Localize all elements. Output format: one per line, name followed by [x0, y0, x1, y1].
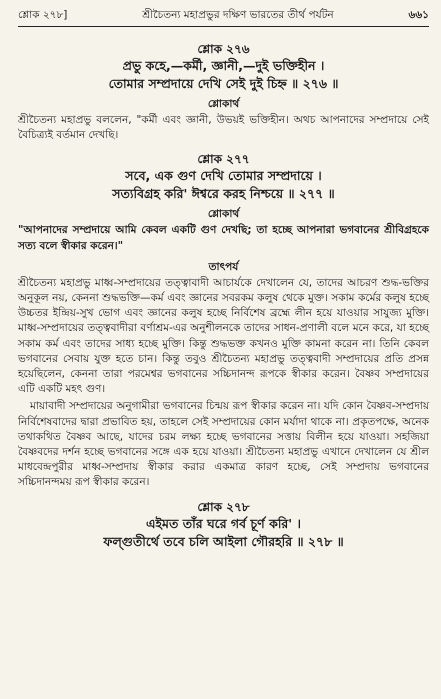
purport-heading: তাৎপর্য: [208, 260, 239, 273]
verse-277-translation-heading: শ্লোকার্থ: [207, 208, 240, 221]
verse-277-translation: "আপনাদের সম্প্রদায়ে আমি কেবল একটি গুণ দেখছি; তা হচ্ছে আপনারা ভগবানের শ্রীবিগ্রহকে সত্য বলে স্বীকার করেন।": [18, 224, 429, 252]
verse-277-line-1: সবে, এক গুণ দেখি তোমার সম্প্রদায়ে ।: [125, 168, 322, 184]
verse-276-line-1: প্রভু কহে,—কর্মী, জ্ঞানী,—দুই ভক্তিহীন ।: [122, 58, 325, 73]
purport-paragraph-1: শ্রীচৈতন্য মহাপ্রভু মাধ্ব-সম্প্রদায়ের তত্ত্বাবাদী আচার্যকে দেখালেন যে, তাদের আচরণ শুদ্ধ-ভক্তির অনুকূল নয়, কেননা শুদ্ধভক্তি—কর্ম এবং জ্ঞানের সবরকম কলুষ থেকে মুক্ত। সকাম কর্মের কলুষ হচ্ছে উচ্চতর ইন্দ্রিয়-সুখ ভোগ এবং জ্ঞানের কলুষ হচ্ছে নির্বিশেষ ব্রহ্মে লীন হয়ে যাওয়ার সাযুজ্য মুক্তি। মাধ্ব-সম্প্রদায়ের তত্ত্ববাদীরা বর্ণাশ্রম-এর অনুশীলনকে তাদের সাধন-প্রণালী বলে মনে করে, যা হচ্ছে সকাম কর্ম এবং তাদের সাধ্য হচ্ছে মুক্তি। কিন্তু শুদ্ধভক্ত কখনও মুক্তি কামনা করেন না। তিনি কেবল ভগবানের সেবায় যুক্ত হতে চান। কিন্তু তবুও শ্রীচৈতন্য মহাপ্রভু তত্ত্ববাদী সম্প্রদায়ের প্রতি প্রসন্ন হয়েছিলেন, কেননা তারা পরমেশ্বর ভগবানের সচ্চিদানন্দ রূপকে স্বীকার করেন। বৈষ্ণব সম্প্রদায়ের এটি একটি মহৎ গুণ।: [18, 276, 429, 396]
verse-276-translation: শ্রীচৈতন্য মহাপ্রভু বললেন, "কর্মী এবং জ্ঞানী, উভয়ই ভক্তিহীন। অথচ আপনাদের সম্প্রদায়ে সেই বৈচিত্র্যই বর্তমান দেখছি।: [18, 114, 429, 142]
header-chapter-title: শ্রীচৈতন্য মহাপ্রভুর দক্ষিণ ভারতের তীর্থ পর্যটন: [142, 9, 334, 21]
verse-276-line-2: তোমার সম্প্রদায়ে দেখি সেই দুই চিহ্ন ॥ ২৭৬ ॥: [108, 76, 339, 91]
verse-276-translation-heading: শ্লোকার্থ: [207, 98, 240, 110]
running-header: [18, 8, 429, 27]
verse-278-number: শ্লোক ২৭৮: [197, 499, 250, 514]
verse-277-line-2: সত্যবিগ্রহ করি' ঈশ্বরে করহ নিশ্চয়ে ॥ ২৭৭ ॥: [112, 186, 335, 202]
verse-278-line-1: এইমত তাঁর ঘরে গর্ব চূর্ণ করি' ।: [146, 515, 301, 531]
header-verse-range: শ্লোক ২৭৮]: [18, 9, 68, 21]
verse-276-number: শ্লোক ২৭৬: [197, 42, 250, 56]
page-number: ৬৬১: [408, 9, 429, 21]
verse-278-line-2: ফল্গুতীর্থে তবে চলি আইলা গৌরহরি ॥ ২৭৮ ॥: [103, 533, 344, 549]
verse-277-number: শ্লোক ২৭৭: [197, 152, 250, 167]
purport-paragraph-2: মায়াবাদী সম্প্রদায়ের অনুগামীরা ভগবানের চিন্ময় রূপ স্বীকার করেন না। যদি কোন বৈষ্ণব-সম্প্রদায় নির্বিশেষবাদের দ্বারা প্রভাবিত হয়, তাহলে সেই সম্প্রদায়ের কোন মর্যাদা থাকে না। প্রকৃতপক্ষে, অনেক তথাকথিত বৈষ্ণব আছে, যাদের চরম লক্ষ্য হচ্ছে ভগবানের সত্তায় বিলীন হয়ে যাওয়া। সহজিয়া বৈষ্ণবদের দর্শন হচ্ছে ভগবানের সঙ্গে এক হয়ে যাওয়া। শ্রীচৈতন্য মহাপ্রভু এখানে দেখালেন যে শ্রীল মাধবেন্দ্রপুরীর মাধ্ব-সম্প্রদায় স্বীকার করার একমাত্র কারণ হচ্ছে, সেই সম্প্রদায় ভগবানের সচ্চিদানন্দময় রূপ স্বীকার করেন।: [18, 400, 429, 489]
